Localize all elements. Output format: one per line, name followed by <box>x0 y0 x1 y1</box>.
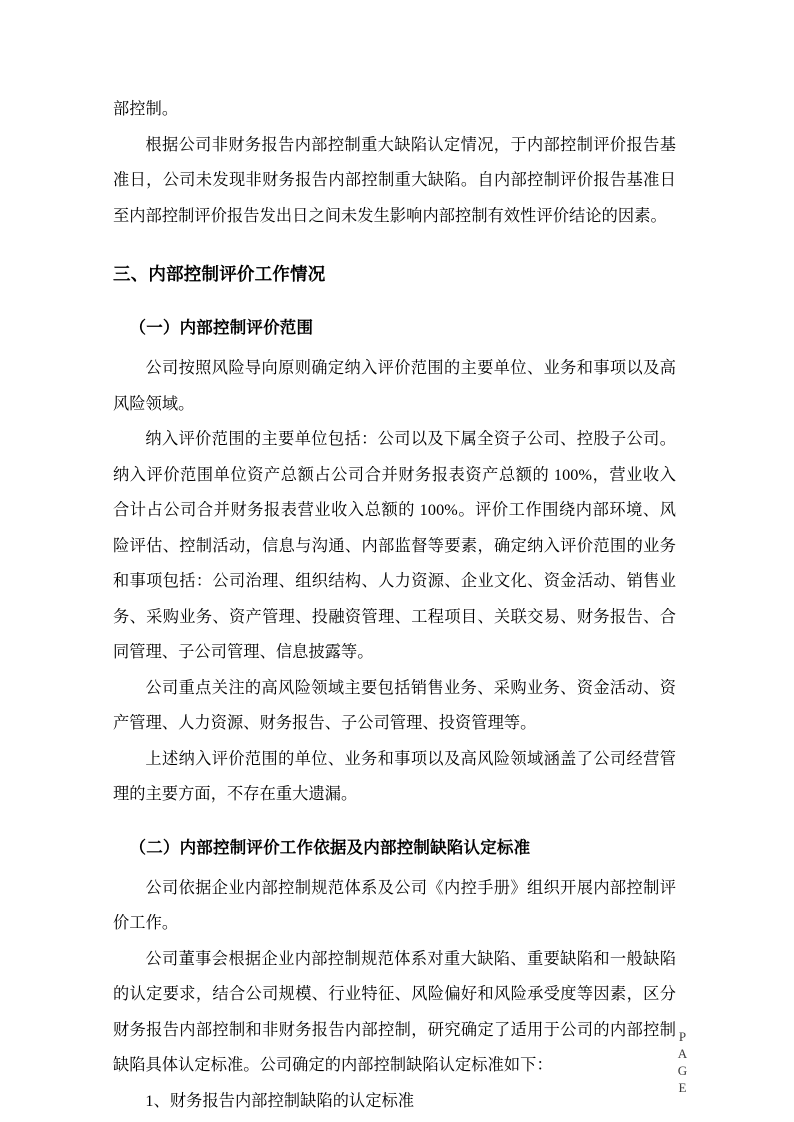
paragraph-scope-principle: 公司按照风险导向原则确定纳入评价范围的主要单位、业务和事项以及高风险领域。 <box>113 359 676 413</box>
paragraph-scope-units: 纳入评价范围的主要单位包括：公司以及下属全资子公司、控股子公司。纳入评价范围单位资产总额占公司合并财务报表资产总额的 100%，营业收入合计占公司合并财务报表营业收入总额的 100%。评价工作围绕内部环境、风险评估、控制活动，信息与沟通、内部监督等要素，确定纳入评价范围的业务和事项包括：公司治理、组织结构、人力资源、企业文化、资金活动、销售业务、采购业务、资产管理、投融资管理、工程项目、关联交易、财务报告、合同管理、子公司管理、信息披露等。 <box>113 430 676 661</box>
paragraph-board-criteria: 公司董事会根据企业内部控制规范体系对重大缺陷、重要缺陷和一般缺陷的认定要求，结合公司规模、行业特征、风险偏好和风险承受度等因素，区分财务报告内部控制和非财务报告内部控制，研究确定了适用于公司的内部控制缺陷具体认定标准。公司确定的内部控制缺陷认定标准如下： <box>113 949 676 1074</box>
section-heading-three: 三、内部控制评价工作情况 <box>113 265 326 285</box>
footer-letter-p: P <box>678 1029 688 1044</box>
document-body <box>113 92 676 1119</box>
paragraph-nonfinancial-defects: 根据公司非财务报告内部控制重大缺陷认定情况，于内部控制评价报告基准日，公司未发现非财务报告内部控制重大缺陷。自内部控制评价报告基准日至内部控制评价报告发出日之间未发生影响内部控制有效性评价结论的因素。 <box>113 135 676 225</box>
subsection-heading-scope: （一）内部控制评价范围 <box>129 318 314 337</box>
paragraph-item-one: 1、财务报告内部控制缺陷的认定标准 <box>145 1091 415 1110</box>
page-footer <box>668 1028 698 1096</box>
paragraph-scope-coverage: 上述纳入评价范围的单位、业务和事项以及高风险领域涵盖了公司经营管理的主要方面，不存在重大遗漏。 <box>113 749 676 803</box>
paragraph-high-risk-areas: 公司重点关注的高风险领域主要包括销售业务、采购业务、资金活动、资产管理、人力资源、财务报告、子公司管理、投资管理等。 <box>113 678 676 732</box>
footer-letter-a: A <box>677 1046 689 1061</box>
paragraph-continuation: 部控制。 <box>113 100 179 118</box>
paragraph-basis-manual: 公司依据企业内部控制规范体系及公司《内控手册》组织开展内部控制评价工作。 <box>113 878 676 932</box>
footer-letter-g: G <box>677 1063 689 1078</box>
subsection-heading-basis: （二）内部控制评价工作依据及内部控制缺陷认定标准 <box>129 837 531 857</box>
footer-letter-e: E <box>678 1080 688 1095</box>
